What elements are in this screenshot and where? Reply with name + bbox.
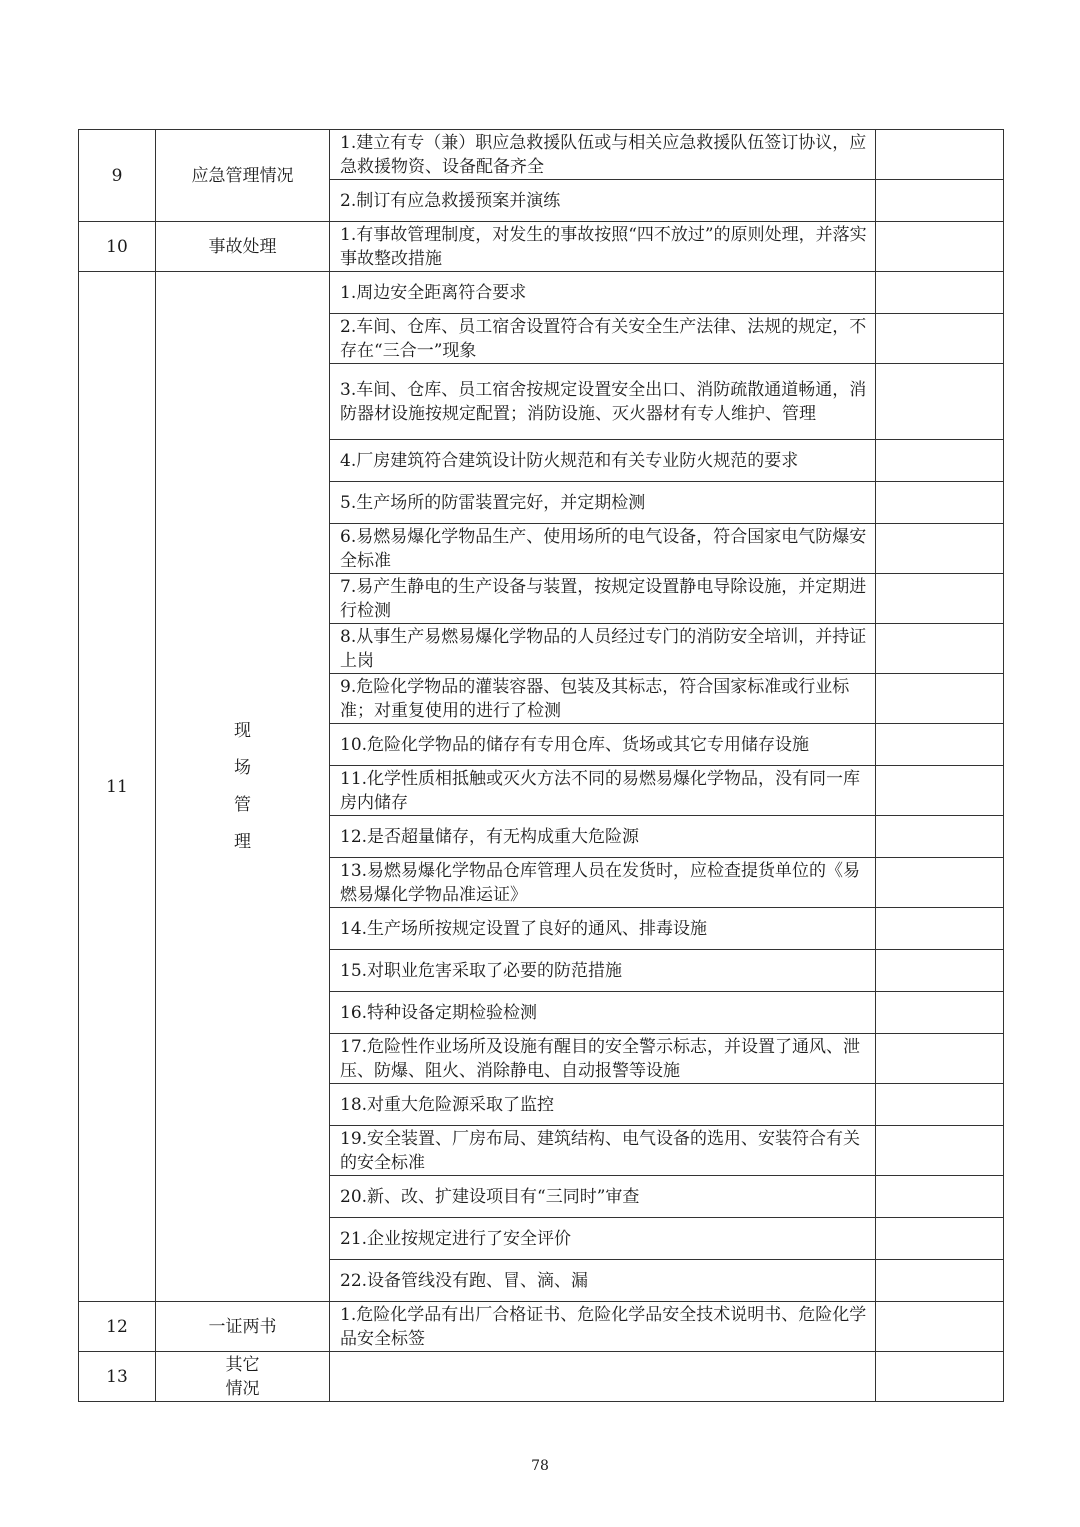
result-cell xyxy=(876,858,1004,908)
check-item: 17.危险性作业场所及设施有醒目的安全警示标志，并设置了通风、泄压、防爆、阻火、消除静电、自动报警等设施 xyxy=(330,1034,876,1084)
check-item: 14.生产场所按规定设置了良好的通风、排毒设施 xyxy=(330,908,876,950)
check-item: 3.车间、仓库、员工宿舍按规定设置安全出口、消防疏散通道畅通，消防器材设施按规定配置；消防设施、灭火器材有专人维护、管理 xyxy=(330,364,876,440)
check-item: 1.周边安全距离符合要求 xyxy=(330,272,876,314)
result-cell xyxy=(876,1084,1004,1126)
check-item: 8.从事生产易燃易爆化学物品的人员经过专门的消防安全培训，并持证上岗 xyxy=(330,624,876,674)
check-item: 2.制订有应急救援预案并演练 xyxy=(330,180,876,222)
result-cell xyxy=(876,816,1004,858)
table-row xyxy=(79,222,1004,272)
result-cell xyxy=(876,1126,1004,1176)
result-cell xyxy=(876,180,1004,222)
category-char: 理 xyxy=(234,831,251,852)
check-item: 6.易燃易爆化学物品生产、使用场所的电气设备，符合国家电气防爆安全标准 xyxy=(330,524,876,574)
result-cell xyxy=(876,482,1004,524)
check-item: 22.设备管线没有跑、冒、滴、漏 xyxy=(330,1260,876,1302)
result-cell xyxy=(876,724,1004,766)
table-row xyxy=(79,272,1004,314)
result-cell xyxy=(876,1260,1004,1302)
category-char: 场 xyxy=(234,757,251,778)
check-item: 1.危险化学品有出厂合格证书、危险化学品安全技术说明书、危险化学品安全标签 xyxy=(330,1302,876,1352)
check-item: 21.企业按规定进行了安全评价 xyxy=(330,1218,876,1260)
check-item: 2.车间、仓库、员工宿舍设置符合有关安全生产法律、法规的规定，不存在“三合一”现象 xyxy=(330,314,876,364)
result-cell xyxy=(876,992,1004,1034)
check-item: 1.有事故管理制度，对发生的事故按照“四不放过”的原则处理，并落实事故整改措施 xyxy=(330,222,876,272)
result-cell xyxy=(876,1034,1004,1084)
category-line: 情况 xyxy=(225,1378,260,1399)
category-cell: 一证两书 xyxy=(156,1302,330,1352)
check-item: 4.厂房建筑符合建筑设计防火规范和有关专业防火规范的要求 xyxy=(330,440,876,482)
result-cell xyxy=(876,524,1004,574)
row-number: 11 xyxy=(79,272,156,1302)
row-number: 13 xyxy=(79,1352,156,1402)
row-number: 10 xyxy=(79,222,156,272)
category-line: 其它 xyxy=(225,1354,260,1375)
result-cell xyxy=(876,766,1004,816)
result-cell xyxy=(876,624,1004,674)
result-cell xyxy=(876,364,1004,440)
result-cell xyxy=(876,222,1004,272)
category-char: 现 xyxy=(234,720,251,741)
check-item: 7.易产生静电的生产设备与装置，按规定设置静电导除设施，并定期进行检测 xyxy=(330,574,876,624)
category-cell: 应急管理情况 xyxy=(156,130,330,222)
result-cell xyxy=(876,908,1004,950)
result-cell xyxy=(876,950,1004,992)
check-item: 9.危险化学物品的灌装容器、包装及其标志，符合国家标准或行业标准；对重复使用的进行了检测 xyxy=(330,674,876,724)
result-cell xyxy=(876,1302,1004,1352)
check-item: 13.易燃易爆化学物品仓库管理人员在发货时，应检查提货单位的《易燃易爆化学物品准运证》 xyxy=(330,858,876,908)
table-row xyxy=(79,1352,1004,1402)
check-item: 12.是否超量储存，有无构成重大危险源 xyxy=(330,816,876,858)
result-cell xyxy=(876,272,1004,314)
result-cell xyxy=(876,130,1004,180)
check-item: 20.新、改、扩建设项目有“三同时”审查 xyxy=(330,1176,876,1218)
check-item: 16.特种设备定期检验检测 xyxy=(330,992,876,1034)
check-item: 15.对职业危害采取了必要的防范措施 xyxy=(330,950,876,992)
category-cell-vertical xyxy=(156,272,330,1302)
table-row xyxy=(79,1302,1004,1352)
check-item: 1.建立有专（兼）职应急救援队伍或与相关应急救援队伍签订协议，应急救援物资、设备配备齐全 xyxy=(330,130,876,180)
inspection-checklist-table xyxy=(78,129,1004,1402)
check-item: 10.危险化学物品的储存有专用仓库、货场或其它专用储存设施 xyxy=(330,724,876,766)
table-row xyxy=(79,130,1004,180)
check-item: 11.化学性质相抵触或灭火方法不同的易燃易爆化学物品，没有同一库房内储存 xyxy=(330,766,876,816)
category-cell xyxy=(156,1352,330,1402)
check-item: 19.安全装置、厂房布局、建筑结构、电气设备的选用、安装符合有关的安全标准 xyxy=(330,1126,876,1176)
result-cell xyxy=(876,674,1004,724)
result-cell xyxy=(876,1176,1004,1218)
check-item: 18.对重大危险源采取了监控 xyxy=(330,1084,876,1126)
check-item-empty xyxy=(330,1352,876,1402)
result-cell xyxy=(876,1352,1004,1402)
result-cell xyxy=(876,440,1004,482)
check-item: 5.生产场所的防雷装置完好，并定期检测 xyxy=(330,482,876,524)
category-cell: 事故处理 xyxy=(156,222,330,272)
result-cell xyxy=(876,1218,1004,1260)
row-number: 12 xyxy=(79,1302,156,1352)
row-number: 9 xyxy=(79,130,156,222)
result-cell xyxy=(876,574,1004,624)
category-char: 管 xyxy=(234,794,251,815)
result-cell xyxy=(876,314,1004,364)
page-number: 78 xyxy=(531,1458,549,1474)
